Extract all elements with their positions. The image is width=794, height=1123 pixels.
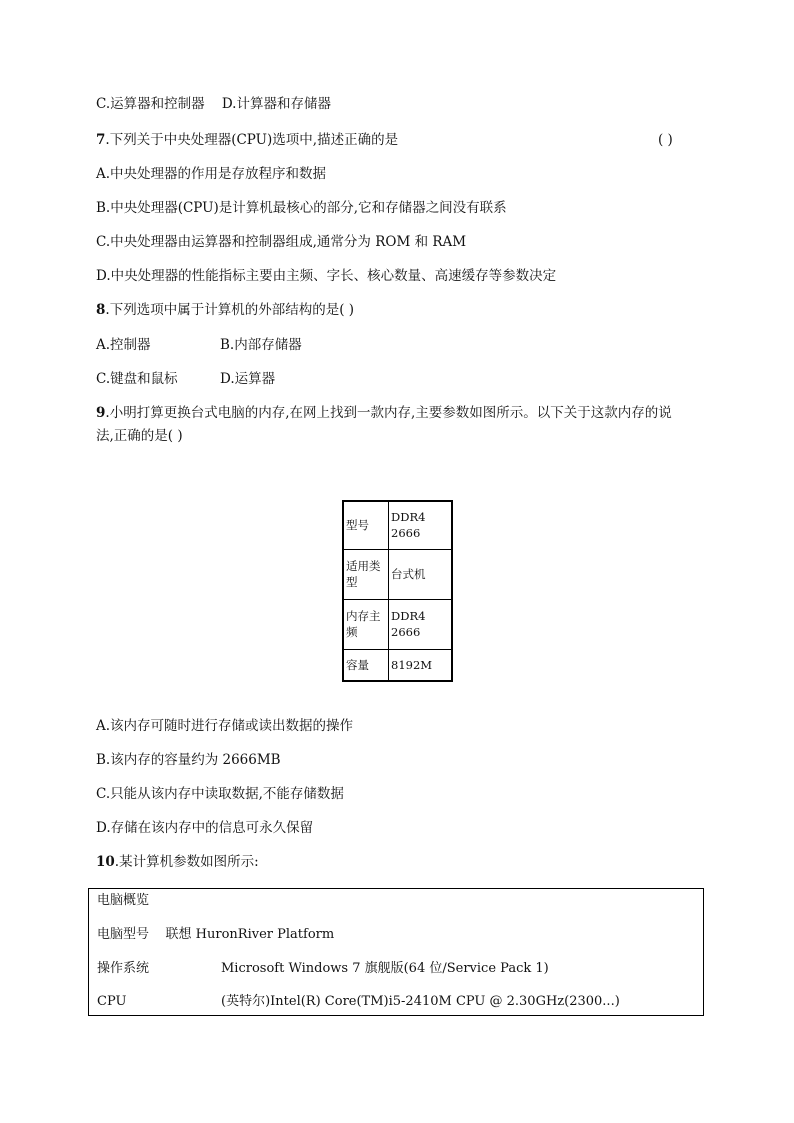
q9-option-b: B.该内存的容量约为 2666MB	[96, 752, 281, 768]
memory-spec-table	[342, 500, 453, 682]
q8-stem-text: .下列选项中属于计算机的外部结构的是( )	[105, 302, 355, 318]
q7-stem-text: .下列关于中央处理器(CPU)选项中,描述正确的是	[105, 132, 399, 148]
q9-stem-line2: 法,正确的是( )	[96, 428, 183, 444]
overview-title: 电脑概览	[97, 893, 150, 908]
table-cell-value: DDR4 2666	[389, 599, 453, 649]
table-cell-key: 容量	[343, 649, 389, 681]
q9-stem-line1	[96, 403, 672, 423]
overview-os-label: 操作系统	[97, 961, 150, 976]
table-cell-value: DDR4 2666	[389, 501, 453, 549]
overview-cpu-value: (英特尔)Intel(R) Core(TM)i5-2410M CPU @ 2.30GHz(2300...)	[221, 994, 620, 1009]
overview-model-row	[97, 925, 334, 945]
q7-option-a: A.中央处理器的作用是存放程序和数据	[96, 166, 327, 182]
q7-answer-blank: ( )	[658, 132, 673, 148]
q7-option-d: D.中央处理器的性能指标主要由主频、字长、核心数量、高速缓存等参数决定	[96, 268, 557, 284]
q8-number: 8	[96, 302, 106, 318]
table-cell-value: 8192M	[389, 649, 453, 681]
q8-option-c: C.键盘和鼠标	[96, 371, 178, 387]
table-cell-key: 内存主 频	[343, 599, 389, 649]
q7-number: 7	[96, 132, 106, 148]
table-row	[343, 501, 452, 549]
q6-option-c: C.运算器和控制器	[96, 96, 205, 112]
q6-option-d: D.计算器和存储器	[221, 96, 331, 112]
q7-option-c: C.中央处理器由运算器和控制器组成,通常分为 ROM 和 RAM	[96, 234, 467, 250]
table-row	[343, 599, 452, 649]
q8-option-d: D.运算器	[220, 371, 276, 387]
overview-cpu-label: CPU	[97, 994, 127, 1009]
q6-option-cd-line	[96, 94, 331, 114]
table-cell-value: 台式机	[389, 549, 453, 599]
overview-os-value: Microsoft Windows 7 旗舰版(64 位/Service Pack 1)	[221, 961, 549, 976]
q10-stem	[96, 852, 259, 872]
q7-option-b: B.中央处理器(CPU)是计算机最核心的部分,它和存储器之间没有联系	[96, 200, 507, 216]
q9-option-d: D.存储在该内存中的信息可永久保留	[96, 820, 314, 836]
q8-stem	[96, 300, 354, 320]
overview-model-value: 联想 HuronRiver Platform	[165, 927, 335, 942]
table-cell-key: 适用类 型	[343, 549, 389, 599]
q10-stem-text: .某计算机参数如图所示:	[114, 854, 259, 870]
q9-option-c: C.只能从该内存中读取数据,不能存储数据	[96, 786, 344, 802]
overview-model-label: 电脑型号	[97, 927, 150, 942]
q7-stem	[96, 130, 398, 150]
q8-option-a: A.控制器	[96, 337, 151, 353]
q9-number: 9	[96, 405, 106, 421]
computer-overview-box	[88, 888, 704, 1016]
table-cell-key: 型号	[343, 501, 389, 549]
table-row	[343, 649, 452, 681]
q8-option-b: B.内部存储器	[220, 337, 302, 353]
q9-stem-text: .小明打算更换台式电脑的内存,在网上找到一款内存,主要参数如图所示。以下关于这款内存的说	[105, 405, 672, 421]
q9-option-a: A.该内存可随时进行存储或读出数据的操作	[96, 718, 354, 734]
q10-number: 10	[96, 854, 115, 870]
table-row	[343, 549, 452, 599]
